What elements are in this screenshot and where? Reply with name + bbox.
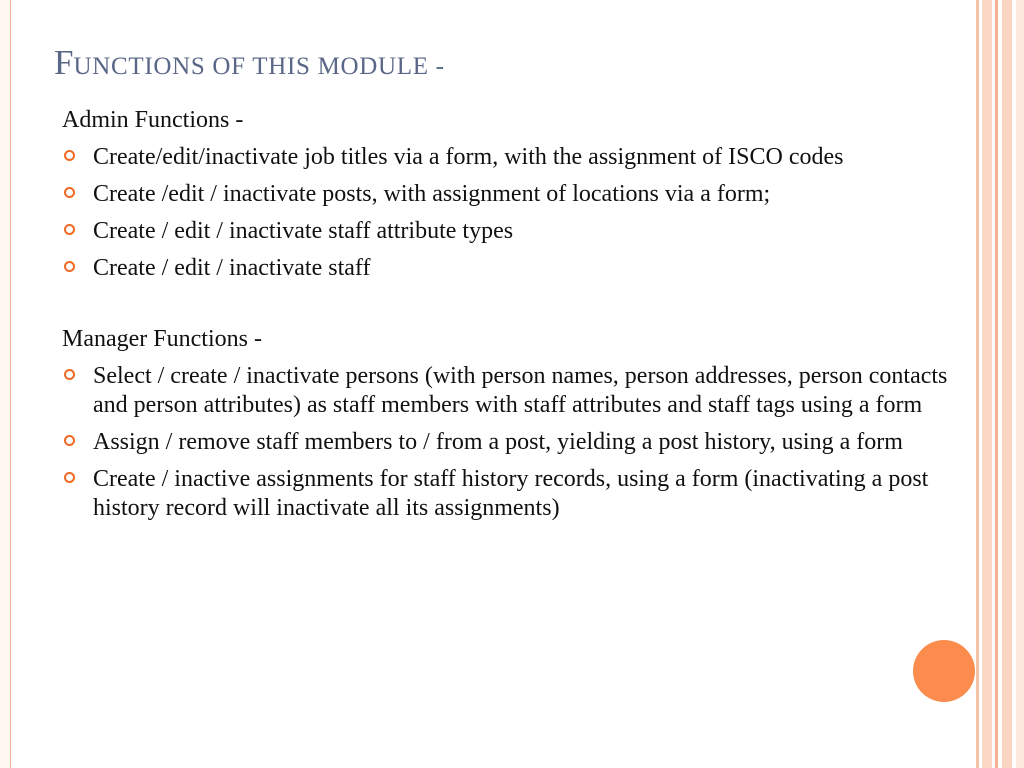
- decor-stripe: [976, 0, 979, 768]
- bullet-circle-icon: [64, 261, 75, 272]
- manager-functions-heading: Manager Functions -: [62, 326, 262, 352]
- bullet-circle-icon: [64, 150, 75, 161]
- decor-stripe: [1016, 0, 1024, 768]
- left-border: [0, 0, 11, 768]
- admin-bullet-text: Create / edit / inactivate staff: [93, 255, 371, 281]
- manager-bullet-text: Assign / remove staff members to / from a post, yielding a post history, using a form: [93, 429, 903, 455]
- decor-stripe: [1002, 0, 1012, 768]
- decor-stripe: [982, 0, 992, 768]
- manager-bullet-item: [62, 465, 962, 523]
- orange-circle-decoration: [913, 640, 975, 702]
- bullet-circle-icon: [64, 435, 75, 446]
- admin-bullet-item: [62, 143, 962, 172]
- admin-bullet-text: Create / edit / inactivate staff attribute types: [93, 218, 514, 244]
- admin-bullet-item: [62, 180, 962, 209]
- right-decoration: [976, 0, 1024, 768]
- bullet-circle-icon: [64, 369, 75, 380]
- manager-bullet-text: Select / create / inactivate persons (with person names, person addresses, person contacts and person attributes) as staff members with staff attributes and staff tags using a form: [93, 363, 948, 418]
- manager-bullet-item: [62, 428, 962, 457]
- manager-bullet-item: [62, 362, 962, 420]
- slide-content: [62, 106, 962, 531]
- admin-functions-section: [62, 106, 962, 283]
- admin-bullet-text: Create/edit/inactivate job titles via a form, with the assignment of ISCO codes: [93, 144, 844, 170]
- bullet-circle-icon: [64, 224, 75, 235]
- decor-stripe: [995, 0, 998, 768]
- bullet-circle-icon: [64, 187, 75, 198]
- bullet-circle-icon: [64, 472, 75, 483]
- slide-title-rest: UNCTIONS OF THIS MODULE -: [73, 53, 445, 80]
- slide-title: [54, 44, 445, 86]
- admin-bullet-item: [62, 254, 962, 283]
- manager-functions-section: [62, 325, 962, 523]
- manager-bullet-text: Create / inactive assignments for staff history records, using a form (inactivating a post history record will inactivate all its assignments): [93, 466, 929, 521]
- admin-bullet-item: [62, 217, 962, 246]
- slide-title-initial: F: [54, 43, 74, 82]
- admin-bullet-text: Create /edit / inactivate posts, with assignment of locations via a form;: [93, 181, 771, 207]
- admin-functions-heading: Admin Functions -: [62, 107, 244, 133]
